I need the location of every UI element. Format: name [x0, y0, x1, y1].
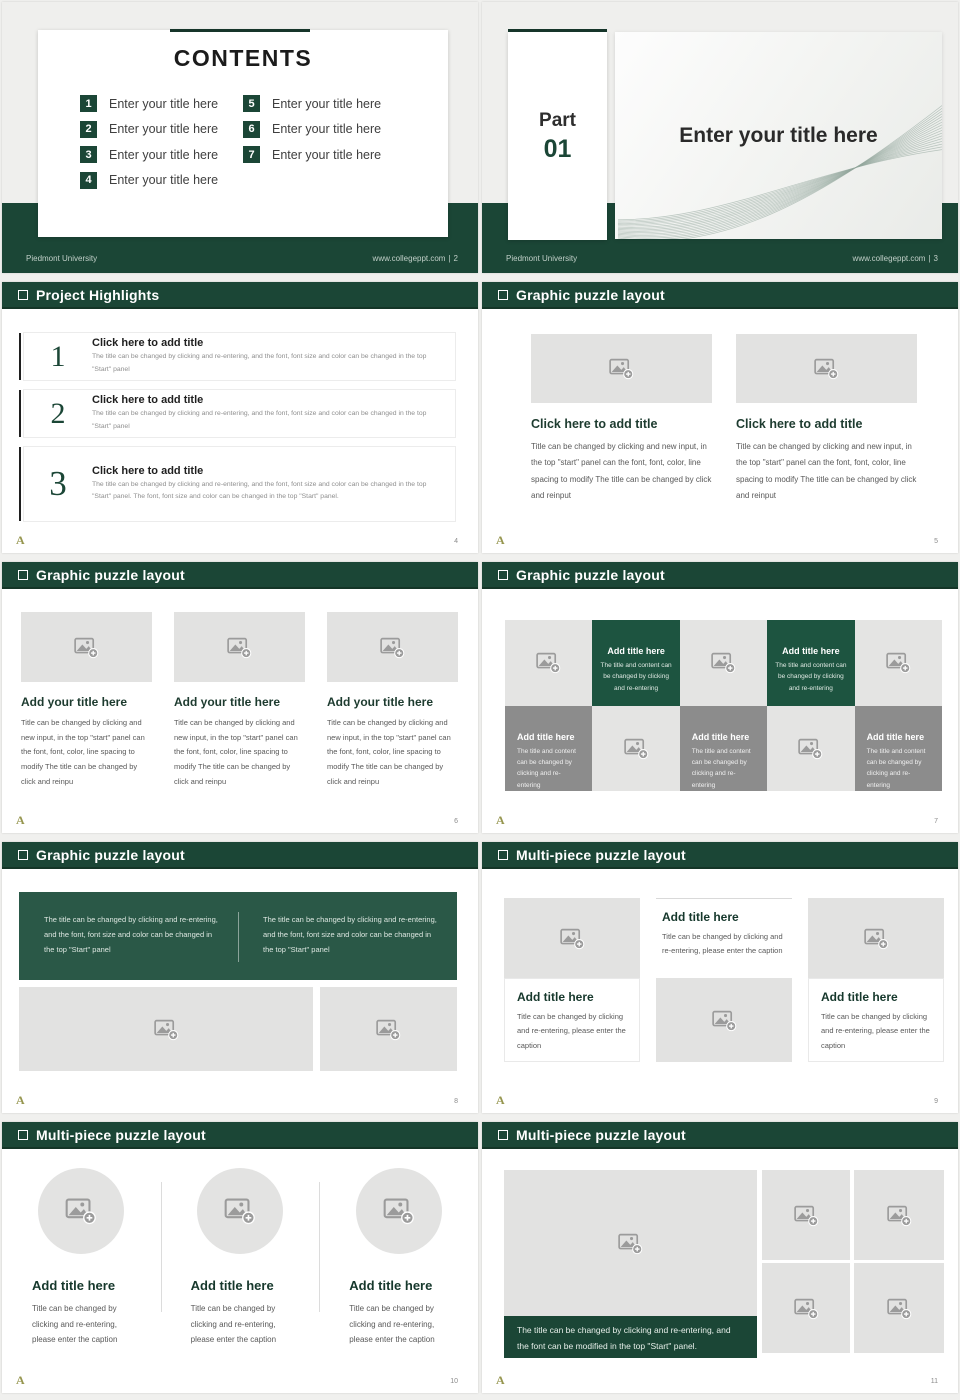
- highlight-number: 1: [50, 339, 66, 373]
- university-logo: A: [496, 813, 505, 827]
- image-add-icon: [617, 1231, 644, 1256]
- toc-number-badge: 3: [80, 146, 97, 163]
- card-title: Add title here: [349, 1278, 433, 1293]
- part-number: 01: [543, 135, 572, 163]
- slide-multipiece-circles[interactable]: [2, 1122, 478, 1393]
- image-add-icon: [375, 1017, 402, 1042]
- image-add-icon: [885, 650, 912, 675]
- card-body: Title can be changed by clicking and re-entering, please enter the caption: [190, 1304, 277, 1345]
- card-title: Click here to add title: [531, 417, 658, 431]
- highlight-number: 2: [50, 396, 66, 430]
- card-row: [21, 612, 458, 789]
- slide-header-bar: [2, 282, 478, 309]
- toc-item[interactable]: [80, 95, 243, 112]
- graphic-card: [174, 612, 305, 789]
- image-add-icon: [226, 635, 253, 660]
- slide-footer: [26, 254, 458, 263]
- card-body: Title can be changed by clicking and new input, in the top "start" panel can the font, font, color, line spacing to modify The title can be changed by click and reinpu: [174, 718, 298, 786]
- slide-header-bar: [482, 282, 958, 309]
- slide-header-title: Project Highlights: [36, 286, 160, 303]
- image-placeholder[interactable]: [762, 1170, 850, 1260]
- card-body: Title can be changed by clicking and re-entering, please enter the caption: [821, 1012, 930, 1050]
- footer-separator: |: [928, 254, 931, 263]
- university-logo: A: [16, 1373, 25, 1387]
- toc-label: Enter your title here: [272, 147, 382, 162]
- toc-label: Enter your title here: [109, 96, 219, 111]
- multipiece-card: [808, 898, 944, 1062]
- image-add-icon: [710, 650, 737, 675]
- image-placeholder[interactable]: [854, 1170, 944, 1260]
- circle-card: [2, 1168, 161, 1348]
- card-title: Add your title here: [174, 695, 281, 709]
- slide-header-bar: [2, 562, 478, 589]
- part-card: [508, 32, 607, 240]
- image-placeholder[interactable]: [504, 1170, 757, 1316]
- toc-number-badge: 4: [80, 172, 97, 189]
- slide-header-title: Graphic puzzle layout: [516, 566, 665, 583]
- green-text-block: [19, 892, 457, 980]
- accent-line: [170, 29, 310, 32]
- card-body: Title can be changed by clicking and re-entering, please enter the caption: [517, 1012, 626, 1050]
- tile-title: Add title here: [517, 731, 575, 742]
- card-row: [531, 334, 917, 505]
- tile-body: The title and content can be changed by clicking and re-entering: [866, 747, 926, 789]
- multipiece-card: [656, 898, 792, 1062]
- image-add-icon: [153, 1017, 180, 1042]
- image-placeholder[interactable]: [592, 706, 679, 792]
- toc-item[interactable]: [80, 146, 243, 163]
- slide-header-bar: [2, 1122, 478, 1149]
- toc-label: Enter your title here: [109, 147, 219, 162]
- image-placeholder[interactable]: [855, 620, 942, 706]
- card-title: Click here to add title: [736, 417, 863, 431]
- image-row: [19, 987, 457, 1071]
- image-placeholder[interactable]: [656, 978, 792, 1062]
- toc-item[interactable]: [80, 121, 243, 138]
- table-of-contents: [38, 95, 448, 197]
- highlight-body: The title can be changed by clicking and re-entering, and the font, font size and color can be changed in the top "Start" panel: [92, 353, 427, 373]
- university-logo: A: [16, 533, 25, 547]
- slide-header-bar: [482, 842, 958, 869]
- university-logo: A: [16, 1093, 25, 1107]
- page-number: 6: [454, 818, 458, 825]
- university-logo: A: [496, 1373, 505, 1387]
- accent-line: [508, 29, 607, 32]
- circle-card: [319, 1168, 478, 1348]
- card-body: Title can be changed by clicking and re-entering, please enter the caption: [349, 1304, 435, 1345]
- block-text-left: The title can be changed by clicking and re-entering, and the font, font size and color can be changed in the top "Start" panel: [44, 915, 218, 954]
- card-title: Add your title here: [21, 695, 128, 709]
- highlight-body: The title can be changed by clicking and re-entering, and the font, font size and color can be changed in the top "Start" panel. The font, font size and color can be changed in the top "Start" panel.: [92, 480, 427, 501]
- page-number: 4: [454, 538, 458, 545]
- image-add-icon: [813, 356, 840, 381]
- text-tile-gray[interactable]: [680, 706, 767, 792]
- footer-site: www.collegeppt.com: [372, 254, 446, 263]
- tile-title: Add title here: [782, 646, 840, 656]
- card-body: Title can be changed by clicking and re-entering, please enter the caption: [662, 932, 783, 956]
- slide-project-highlights[interactable]: [2, 282, 478, 553]
- page-number: 7: [934, 818, 938, 825]
- toc-item[interactable]: [243, 121, 406, 138]
- footer-page-number: 3: [933, 254, 938, 263]
- image-placeholder[interactable]: [38, 1168, 124, 1254]
- square-bullet-icon: [18, 850, 28, 860]
- section-title: Enter your title here: [679, 124, 878, 147]
- slide-graphic-puzzle-3col[interactable]: [2, 562, 478, 833]
- card-title: Add title here: [662, 910, 739, 924]
- footer-page-number: 2: [453, 254, 458, 263]
- multipiece-card: [504, 898, 640, 1062]
- highlight-body: The title can be changed by clicking and re-entering, and the font, font size and color can be changed in the top "Start" panel: [92, 410, 427, 430]
- card-body: Title can be changed by clicking and new input, in the top "start" panel can the font, font, color, line spacing to modify The title can be changed by click and reinpu: [327, 718, 451, 786]
- toc-number-badge: 5: [243, 95, 260, 112]
- toc-number-badge: 7: [243, 146, 260, 163]
- tile-title: Add title here: [607, 646, 665, 656]
- circle-card: [161, 1168, 320, 1348]
- highlight-title: Click here to add title: [92, 394, 204, 407]
- image-add-icon: [793, 1203, 820, 1228]
- image-placeholder[interactable]: [808, 898, 944, 978]
- image-add-icon: [559, 926, 586, 951]
- highlight-row[interactable]: [23, 389, 456, 438]
- image-add-icon: [223, 1195, 257, 1226]
- slide-header-title: Multi-piece puzzle layout: [516, 1126, 686, 1143]
- image-add-icon: [379, 635, 406, 660]
- card-title: Add your title here: [327, 695, 434, 709]
- image-placeholder[interactable]: [174, 612, 305, 682]
- puzzle-grid: [505, 620, 942, 791]
- toc-item[interactable]: [80, 172, 243, 189]
- slide-part-opener[interactable]: [482, 2, 958, 273]
- square-bullet-icon: [18, 1130, 28, 1140]
- image-placeholder[interactable]: [320, 987, 457, 1071]
- part-label: Part: [539, 110, 576, 131]
- toc-item[interactable]: [243, 146, 406, 163]
- contents-card: [38, 30, 448, 237]
- footer-brand: Piedmont University: [26, 254, 98, 263]
- image-grid: [762, 1170, 944, 1353]
- university-logo: A: [16, 813, 25, 827]
- graphic-card: [327, 612, 458, 789]
- text-tile-green[interactable]: [592, 620, 679, 706]
- slide-header-bar: [482, 562, 958, 589]
- image-placeholder[interactable]: [736, 334, 917, 403]
- toc-number-badge: 2: [80, 121, 97, 138]
- slide-header-title: Multi-piece puzzle layout: [516, 846, 686, 863]
- highlight-row[interactable]: [23, 332, 456, 381]
- caption-bar: The title can be changed by clicking and re-entering, and the font can be modified in the top "Start" panel.: [504, 1316, 757, 1358]
- university-logo: A: [496, 533, 505, 547]
- image-add-icon: [886, 1203, 913, 1228]
- toc-label: Enter your title here: [109, 173, 219, 187]
- image-placeholder[interactable]: [504, 898, 640, 978]
- image-placeholder[interactable]: [21, 612, 152, 682]
- card-body: Title can be changed by clicking and new input, in the top "start" panel can the font, font, color, line spacing to modify The title can be changed by click and reinpu: [21, 718, 145, 786]
- footer-separator: |: [448, 254, 451, 263]
- text-tile-gray[interactable]: [505, 706, 592, 792]
- image-placeholder[interactable]: [327, 612, 458, 682]
- card-title: Add title here: [821, 990, 898, 1004]
- image-placeholder[interactable]: [531, 334, 712, 403]
- toc-label: Enter your title here: [109, 122, 219, 136]
- page-number: 8: [454, 1098, 458, 1105]
- slide-header-title: Graphic puzzle layout: [36, 566, 185, 583]
- slide-header-bar: [482, 1122, 958, 1149]
- footer-brand: Piedmont University: [506, 254, 578, 263]
- slide-header-title: Graphic puzzle layout: [36, 846, 185, 863]
- slide-header-title: Graphic puzzle layout: [516, 286, 665, 303]
- vertical-divider: [238, 912, 239, 962]
- slide-graphic-puzzle-2col[interactable]: [482, 282, 958, 553]
- image-add-icon: [886, 1296, 913, 1321]
- highlight-title: Click here to add title: [92, 337, 204, 349]
- square-bullet-icon: [18, 570, 28, 580]
- text-tile-gray[interactable]: [855, 706, 942, 792]
- card-body: Title can be changed by clicking and new input, in the top "start" panel can the font, font, color, line spacing to modify The title can be changed by click and reinput: [736, 442, 917, 501]
- tile-body: The title and content can be changed by clicking and re-entering: [517, 747, 576, 789]
- image-add-icon: [797, 736, 824, 761]
- block-text-right: The title can be changed by clicking and re-entering, and the font, font size and color can be changed in the top "Start" panel: [263, 915, 437, 954]
- highlight-number: 3: [49, 464, 67, 504]
- image-placeholder[interactable]: [197, 1168, 283, 1254]
- tile-body: The title and content can be changed by clicking and re-entering: [691, 747, 751, 789]
- text-tile-green[interactable]: [767, 620, 854, 706]
- square-bullet-icon: [18, 290, 28, 300]
- square-bullet-icon: [498, 850, 508, 860]
- wave-lines-decoration: [618, 85, 942, 239]
- graphic-card: [531, 334, 712, 505]
- tile-body: The title and content can be changed by clicking and re-entering: [775, 662, 847, 692]
- university-logo: A: [496, 1093, 505, 1107]
- card-title: Add title here: [32, 1278, 116, 1293]
- slide-contents[interactable]: [2, 2, 478, 273]
- image-add-icon: [608, 356, 635, 381]
- image-placeholder[interactable]: [767, 706, 854, 792]
- toc-number-badge: 6: [243, 121, 260, 138]
- image-placeholder[interactable]: [854, 1263, 944, 1353]
- page-number: 5: [934, 538, 938, 545]
- slide-graphic-puzzle-grid[interactable]: [482, 562, 958, 833]
- image-add-icon: [711, 1008, 738, 1033]
- image-placeholder[interactable]: [19, 987, 313, 1071]
- image-placeholder[interactable]: [762, 1263, 850, 1353]
- image-add-icon: [73, 635, 100, 660]
- card-body: Title can be changed by clicking and new input, in the top "start" panel can the font, font, color, line spacing to modify The title can be changed by click and reinput: [531, 442, 712, 501]
- image-add-icon: [382, 1195, 416, 1226]
- tile-title: Add title here: [866, 731, 925, 742]
- slide-graphic-puzzle-block[interactable]: [2, 842, 478, 1113]
- slide-header-title: Multi-piece puzzle layout: [36, 1126, 206, 1143]
- slide-footer: [506, 254, 938, 263]
- image-add-icon: [623, 736, 650, 761]
- slide-multipiece-cards[interactable]: [482, 842, 958, 1113]
- square-bullet-icon: [498, 1130, 508, 1140]
- card-body: Title can be changed by clicking and re-entering, please enter the caption: [32, 1304, 118, 1345]
- slide-header-bar: [2, 842, 478, 869]
- toc-label: Enter your title here: [272, 96, 382, 111]
- square-bullet-icon: [498, 290, 508, 300]
- tile-title: Add title here: [691, 731, 750, 742]
- page-number: 10: [450, 1378, 458, 1385]
- contents-title: CONTENTS: [173, 45, 313, 71]
- footer-site: www.collegeppt.com: [852, 254, 926, 263]
- page-number: 9: [934, 1098, 938, 1105]
- page-number: 11: [930, 1378, 938, 1385]
- toc-label: Enter your title here: [272, 122, 382, 136]
- card-title: Add title here: [190, 1278, 274, 1293]
- highlight-title: Click here to add title: [92, 464, 204, 477]
- toc-number-badge: 1: [80, 95, 97, 112]
- title-panel: [615, 32, 942, 239]
- image-add-icon: [535, 650, 562, 675]
- image-add-icon: [793, 1296, 820, 1321]
- tile-body: The title and content can be changed by clicking and re-entering: [600, 662, 672, 692]
- image-placeholder[interactable]: [356, 1168, 442, 1254]
- graphic-card: [736, 334, 917, 505]
- card-title: Add title here: [517, 990, 594, 1004]
- graphic-card: [21, 612, 152, 789]
- slide-multipiece-grid[interactable]: [482, 1122, 958, 1393]
- square-bullet-icon: [498, 570, 508, 580]
- image-placeholder[interactable]: [505, 620, 592, 706]
- image-add-icon: [863, 926, 890, 951]
- highlight-list: [23, 332, 456, 530]
- toc-item[interactable]: [243, 95, 406, 112]
- card-row: [2, 1168, 478, 1348]
- image-add-icon: [64, 1195, 98, 1226]
- highlight-row[interactable]: [23, 446, 456, 522]
- image-placeholder[interactable]: [680, 620, 767, 706]
- card-row: [504, 898, 944, 1062]
